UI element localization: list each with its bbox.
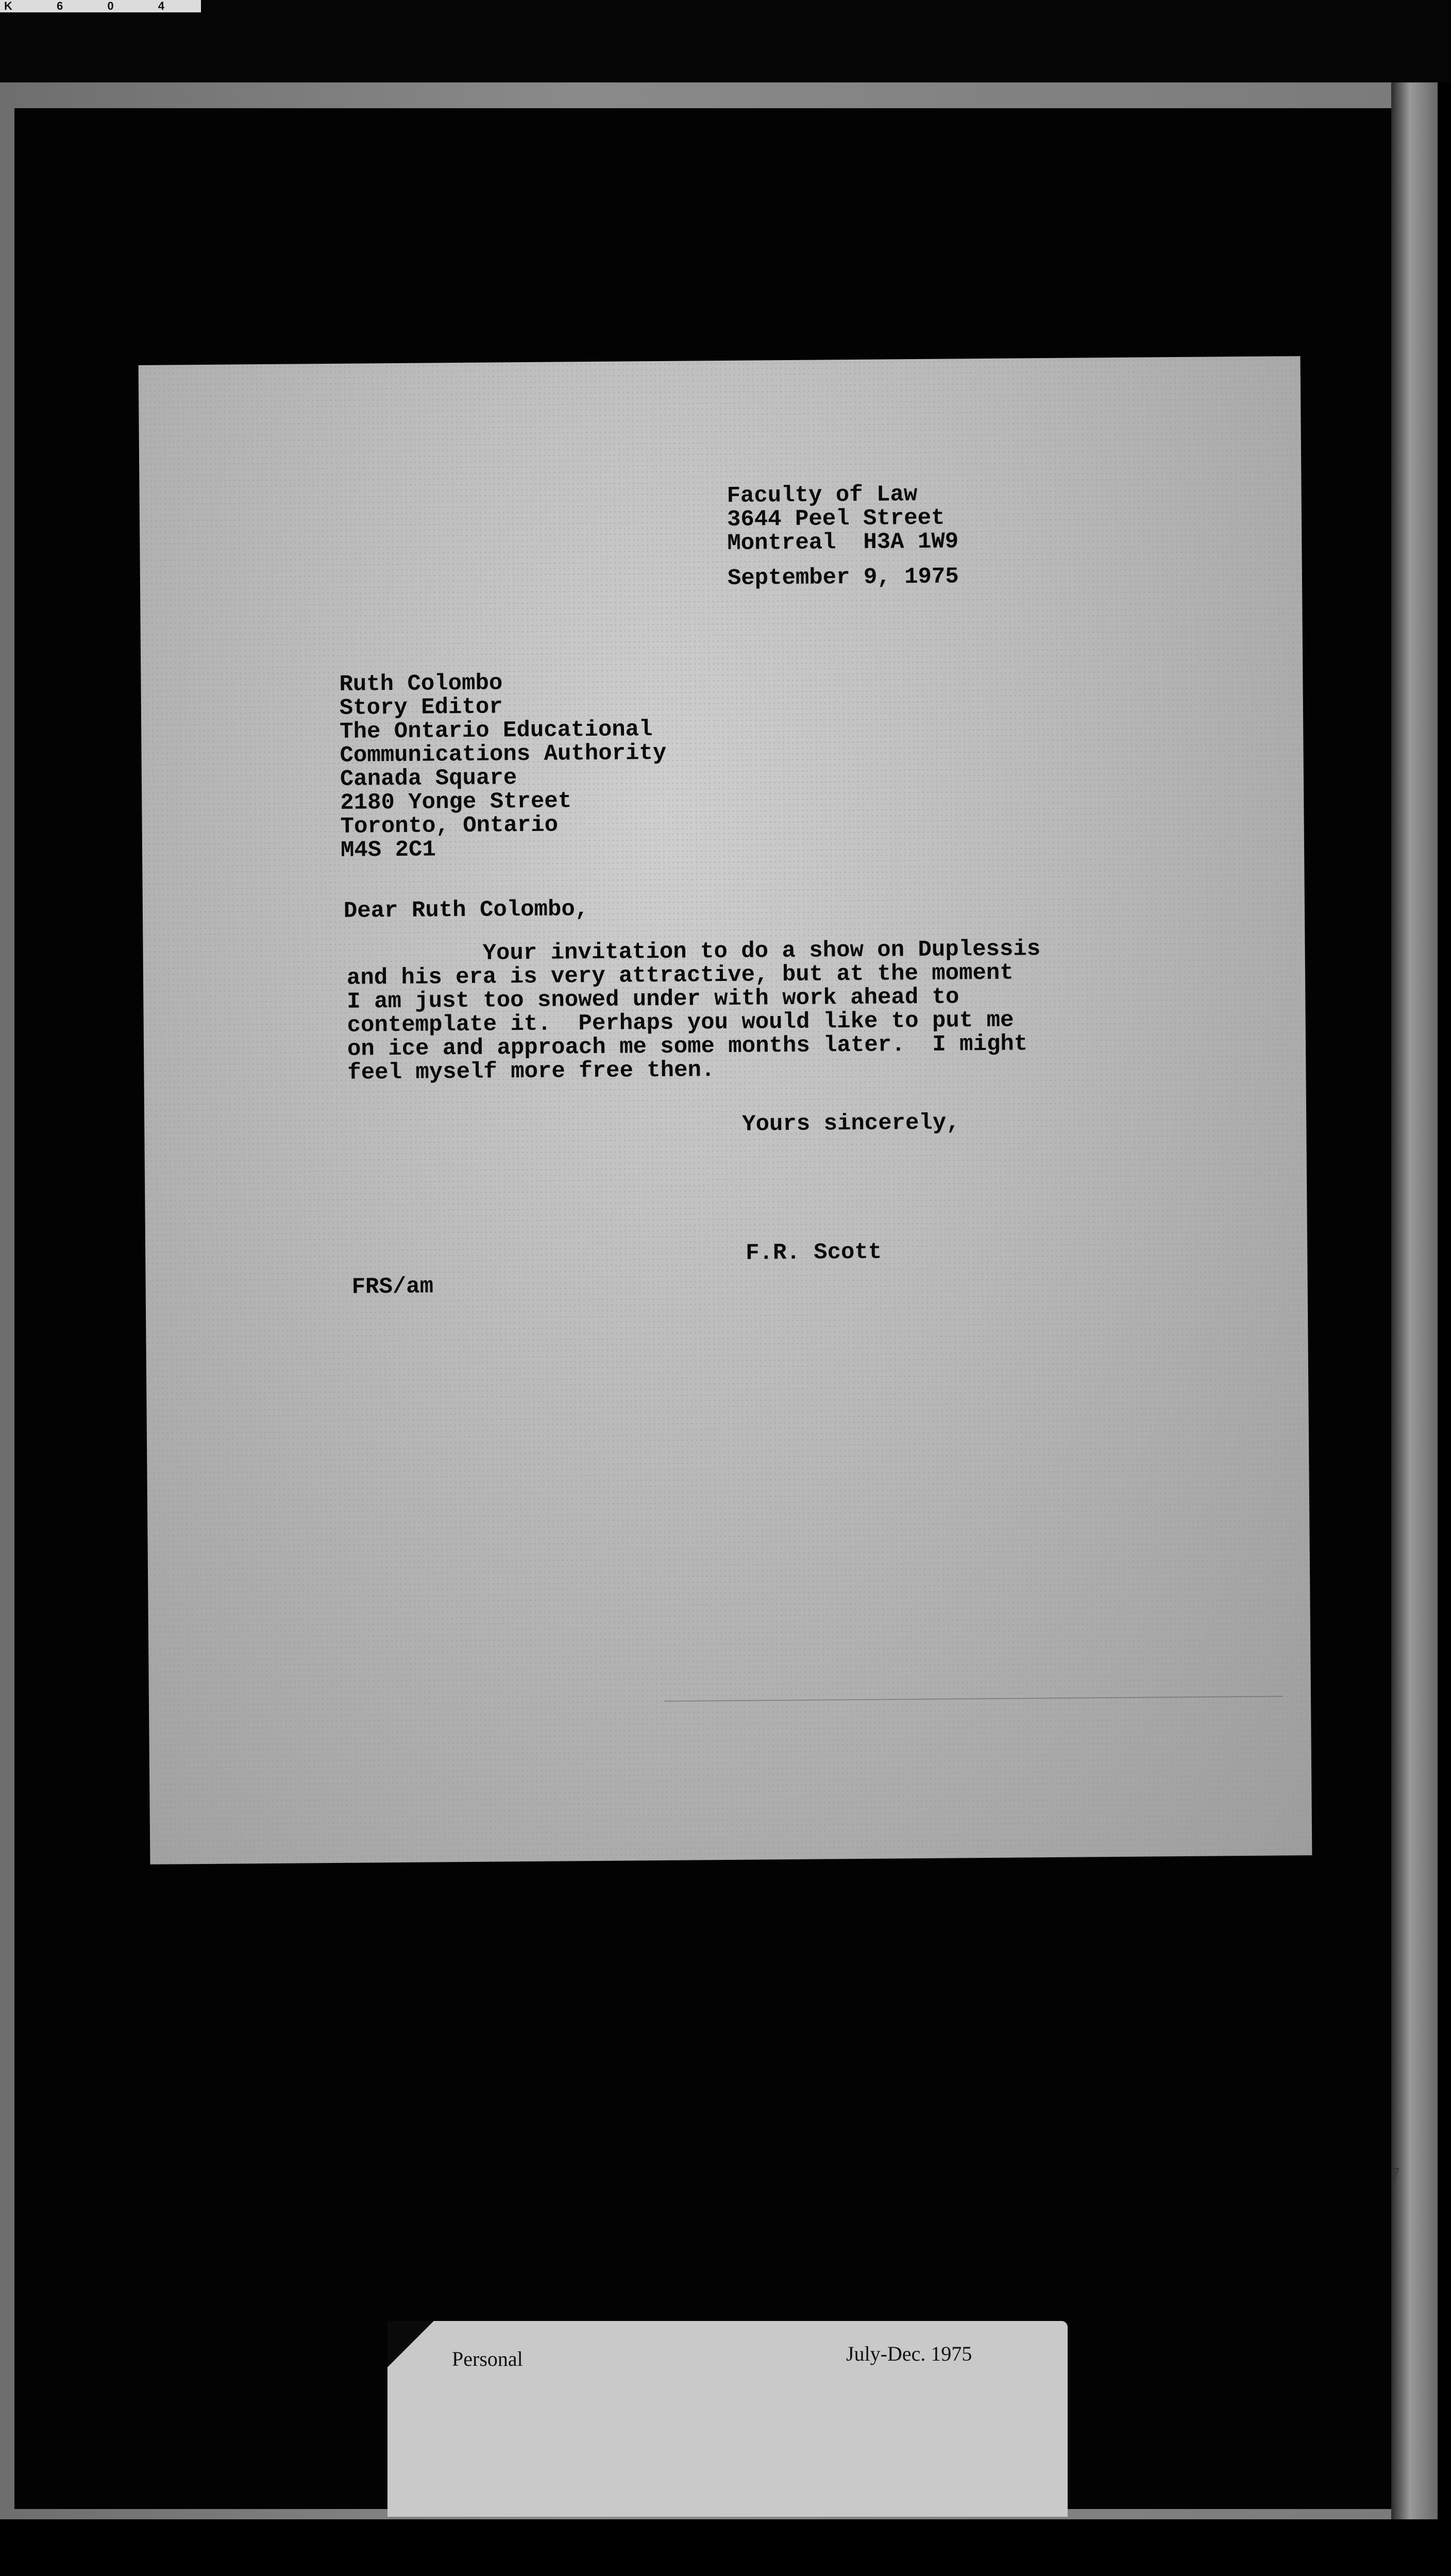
- folder-label-personal: Personal: [452, 2347, 523, 2370]
- typist-initials: FRS/am: [351, 1274, 434, 1300]
- sender-address: Faculty of Law 3644 Peel Street Montreal H3A 1W9: [727, 482, 959, 556]
- recipient-address: Ruth Colombo Story Editor The Ontario Educational Communications Authority Canada Square 2180 Yonge Street Toronto, Ontario M4S 2C1: [339, 670, 667, 863]
- letter-date: September 9, 1975: [727, 564, 959, 591]
- film-top-strip: [0, 0, 1451, 82]
- closing: Yours sincerely,: [742, 1110, 960, 1138]
- frame-marks: K 6 0 4: [0, 0, 201, 12]
- edge-mark: 7: [1391, 2164, 1399, 2182]
- salutation: Dear Ruth Colombo,: [343, 896, 589, 924]
- letter-sheet: [139, 356, 1312, 1865]
- faint-marks: [664, 1696, 1283, 1743]
- film-bottom-strip: [0, 2519, 1451, 2576]
- letter-body: Your invitation to do a show on Duplessis and his era is very attractive, but at the moment I am just too snowed under with work ahead to contemplate it. Perhaps you would like to put me on ice and approach me some months later. I might feel myself more free then.: [346, 936, 1041, 1086]
- folder-tab: [387, 2321, 1068, 2517]
- signature: F.R. Scott: [745, 1239, 882, 1266]
- folder-label-date-range: July-Dec. 1975: [846, 2342, 972, 2365]
- film-right-edge: [1391, 82, 1438, 2519]
